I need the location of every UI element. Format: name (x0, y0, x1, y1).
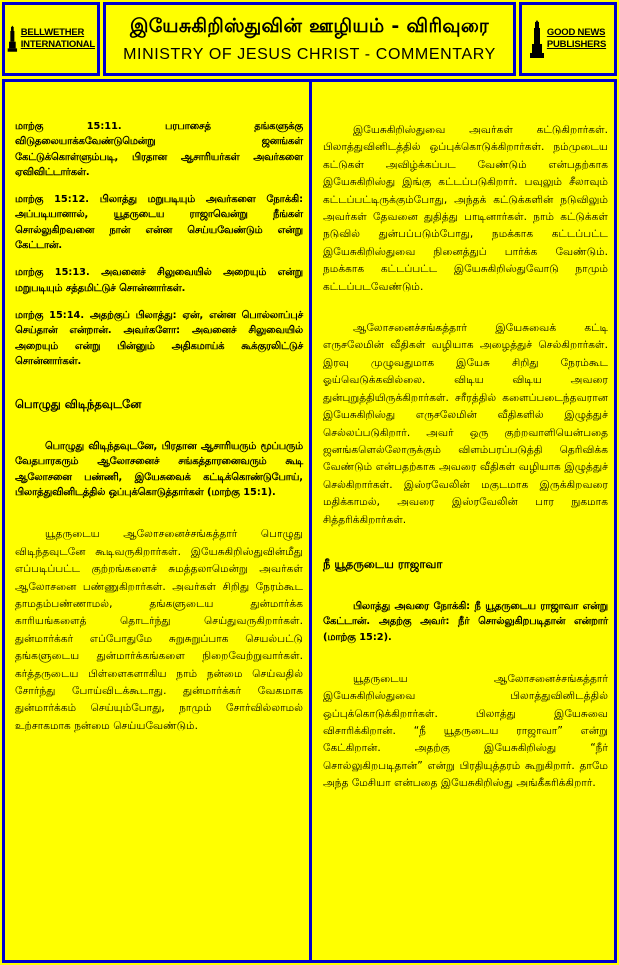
page-title-english: MINISTRY OF JESUS CHRIST - COMMENTARY (123, 45, 496, 63)
right-paragraph-1: இயேசுகிறிஸ்துவை அவர்கள் கட்டுகிறார்கள். பிலாத்துவினிடத்தில் ஒப்புக்கொடுக்கிறார்கள். நம்முடைய கட்டுகள் அவிழ்க்கப்பட வேண்டும் என்பதற்காக இயேசுகிறிஸ்து இங்கு கட்டப்படுகிறார். பவுலும் சீலாவும் கட்டப்பட்டிருக்கும்போது, அந்தக் கட்டுக்களின் நடுவிலும் அவர்கள் தேவனை துதித்து பாடினார்கள். நாம் கட்டுக்கள் நடுவில் துன்பப்படும்போது, நமக்காக கட்டப்பட்ட இயேசுகிறிஸ்துவை நினைத்துப் பார்க்க வேண்டும். நமக்காக கட்டப்பட்ட இயேசுகிறிஸ்துவோடு நாமும் கட்டப்படவேண்டும். (323, 124, 608, 293)
tower-icon (7, 19, 18, 59)
main-content (2, 79, 617, 963)
section-title-dawn: பொழுது விடிந்தவுடனே (15, 397, 142, 412)
verse-15-13: மாற்கு 15:13. அவனைச் சிலுவையில் அறையும் என்று மறுபடியும் சத்தமிட்டுச் சொன்னார்கள். (15, 267, 303, 294)
verse-15-14: மாற்கு 15:14. அதற்குப் பிலாத்து: ஏன், என்ன பொல்லாப்புச் செய்தான் என்றான். அவர்களோ: அவனைச் சிலுவையில் அறையும் என்று பின்னும் அதிகமாய்க் கூக்குரலிட்டுச் சொன்னார்கள். (15, 309, 303, 367)
logo-right-line2: PUBLISHERS (546, 39, 607, 50)
right-column (323, 82, 608, 803)
logo-left-line1: BELLWETHER (20, 27, 85, 38)
section-verse-15-1: பொழுது விடிந்தவுடனே, பிரதான ஆசாரியரும் மூப்பரும் வேதபாரகரும் ஆலோசனைச் சங்கத்தாரனைவரும் கூடி ஆலோசனை பண்ணி, இயேசுவைக் கட்டிக்கொண்டுபோய், பிலாத்துவினிடத்தில் ஒப்புக்கொடுத்தார்கள் (மாற்கு 15:1). (15, 441, 303, 499)
section-verse-15-2: பிலாத்து அவரை நோக்கி: நீ யூதருடைய ராஜாவா என்று கேட்டான். அதற்கு அவர்: நீர் சொல்லுகிறபடிதான் என்றார் (மாற்கு 15:2). (323, 600, 608, 643)
right-paragraph-3: யூதருடைய ஆலோசனைச்சங்கத்தார் இயேசுகிறிஸ்துவை பிலாத்துவினிடத்தில் ஒப்புக்கொடுக்கிறார்கள். பிலாத்து இயேசுவை விசாரிக்கிறான். “நீ யூதருடைய ராஜாவா” என்று கேட்கிறான். அதற்கு இயேசுகிறிஸ்து “நீர் சொல்லுகிறபடிதான்” என்று பிரதியுத்தரம் கூறுகிறார். தாமே அந்த மேசியா என்பதை இயேசுகிறிஸ்து அங்கீகரிக்கிறார். (323, 672, 608, 790)
logo-right-line1: GOOD NEWS (546, 27, 606, 38)
tower-icon (530, 20, 544, 58)
title-box (103, 2, 516, 76)
good-news-logo (519, 2, 617, 76)
verse-15-11: மாற்கு 15:11. பரபாசைத் தங்களுக்கு விடுதலையாக்கவேண்டுமென்று ஜனங்கள் கேட்டுக்கொள்ளும்படி, பிரதான ஆசாரியர்கள் அவர்களை ஏவிவிட்டார்கள். (15, 121, 303, 178)
left-paragraph-1: யூதருடைய ஆலோசனைச்சங்கத்தார் பொழுது விடிந்தவுடனே கூடிவருகிறார்கள். இயேசுகிறிஸ்துவின்மீது எப்படிப்பட்ட குற்றங்களைச் சுமத்தலாமென்று அவர்கள் ஆலோசனை பண்ணுகிறார்கள். அவர்கள் சிறிது நேரம்கூட தாமதம்பண்ணாமல், தங்களுடைய துன்மார்க்க காரியங்களைத் தொடர்ந்து செய்துவருகிறார்கள். துன்மார்க்கர் எப்போதுமே சுறுசுறுப்பாக செயல்பட்டு தங்களுடைய துன்மார்க்கங்களை நிறைவேற்றுவார்கள். கர்த்தருடைய பிள்ளைகளாகிய நாம் நன்மை செய்வதில் சோர்ந்து போய்விடக்கூடாது. துன்மார்க்கர் வேகமாக துன்மார்க்கம் செய்யும்போது, நாமும் சோர்வில்லாமல் உற்சாகமாக நன்மை செய்யவேண்டும். (15, 528, 303, 732)
section-title-king: நீ யூதருடைய ராஜாவா (323, 556, 443, 571)
header (2, 2, 617, 76)
verse-15-12: மாற்கு 15:12. பிலாத்து மறுபடியும் அவர்களை நோக்கி: அப்படியானால், யூதருடைய ராஜாவென்று நீங்கள் சொல்லுகிறவனை நான் என்ன செய்யவேண்டும் என்று கேட்டான். (15, 194, 303, 252)
page-title-tamil: இயேசுகிறிஸ்துவின் ஊழியம் - விரிவுரை (130, 14, 489, 37)
column-divider (309, 82, 312, 960)
left-column (15, 82, 303, 745)
logo-left-line2: INTERNATIONAL (20, 39, 95, 50)
bellwether-logo (2, 2, 100, 76)
right-paragraph-2: ஆலோசனைச்சங்கத்தார் இயேசுவைக் கட்டி எருசலேமின் வீதிகள் வழியாக அழைத்துச் செல்கிறார்கள். இரவு முழுவதுமாக இயேசு சிறிது நேரம்கூட ஓய்வெடுக்கவில்லை. விடிய விடிய அவரை துன்புறுத்தியிருக்கிறார்கள். சரீரத்தில் களைப்படைந்தவரான இயேசுகிறிஸ்து எருசலேமின் வீதிகளில் இழுத்துச் செல்லப்படுகிறார். அவர் ஒரு குற்றவாளியென்பதை ஜனங்களெல்லோருக்கும் விளம்பரப்படுத்தி தெரிவிக்க வேண்டும் என்பதற்காக அவரை வீதிகள் வழியாக இழுத்துச் செல்கிறார்கள். இஸ்ரவேலின் மகுடமாக இருக்கிறவரை மதிக்காமல், அவரை இஸ்ரவேலின் பார நுகமாக சித்தரிக்கிறார்கள். (323, 322, 608, 526)
